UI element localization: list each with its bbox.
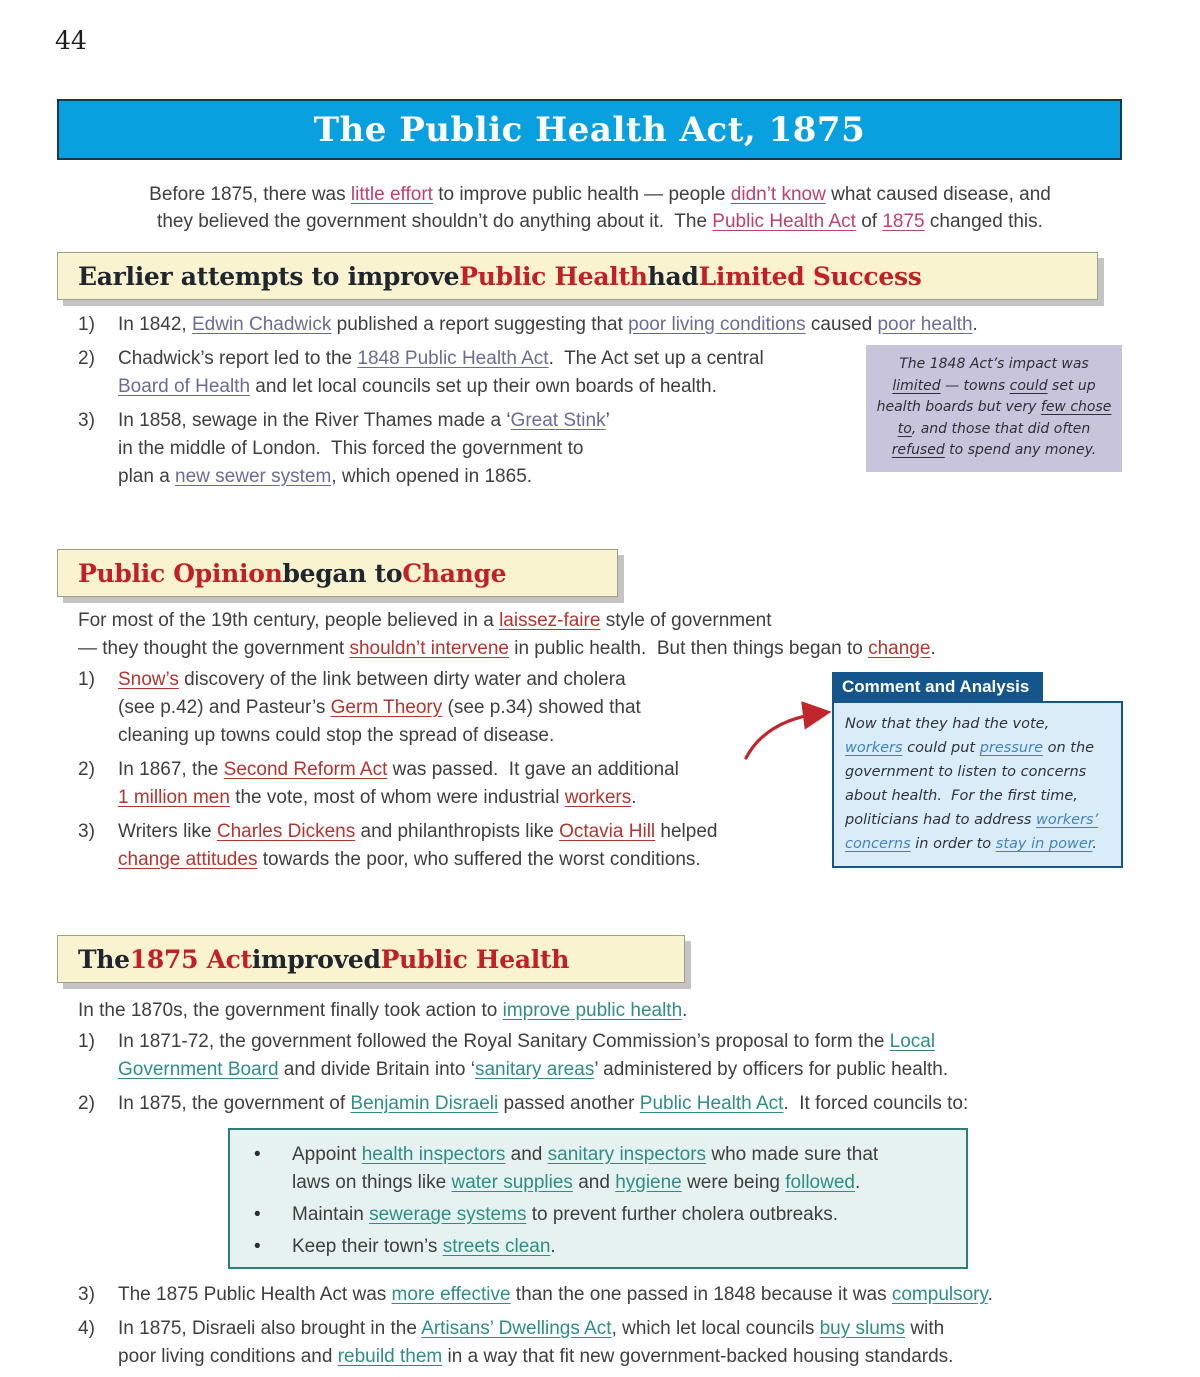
act-intro-paragraph: [78, 997, 1078, 1025]
text-segment: 1875 Act: [129, 944, 252, 974]
text-segment: .: [550, 1236, 556, 1257]
link-text: hygiene: [615, 1172, 682, 1193]
list-item: [78, 1315, 1138, 1371]
text-segment: was passed. It gave an additional: [387, 759, 679, 780]
text-segment: improved: [251, 944, 381, 974]
text-segment: Limited Success: [698, 261, 922, 291]
text-segment: government to listen to concerns: [845, 764, 1087, 780]
bullet-item: [254, 1141, 952, 1197]
bullet-text: [292, 1233, 952, 1261]
text-segment: Earlier attempts to improve: [78, 261, 460, 291]
link-text: poor health: [877, 314, 973, 335]
item-number: 3): [78, 410, 95, 431]
text-segment: In 1875, Disraeli also brought in the: [118, 1318, 422, 1339]
text-segment: the vote, most of whom were industrial: [229, 787, 565, 808]
link-text: followed: [785, 1172, 855, 1193]
link-text: Second Reform Act: [223, 759, 388, 780]
text-segment: set up: [1047, 377, 1096, 394]
text-segment: to spend any money.: [944, 442, 1097, 458]
text-segment: — towns: [940, 377, 1010, 394]
link-text: poor living conditions: [628, 314, 806, 335]
link-text: Artisans’ Dwellings Act: [421, 1318, 612, 1339]
text-segment: , which opened in 1865.: [331, 466, 533, 487]
item-text: [118, 818, 838, 874]
text-segment: to prevent further cholera outbreaks.: [526, 1204, 839, 1225]
text-segment: cleaning up towns could stop the spread of disease.: [118, 725, 555, 746]
link-text: Board of Health: [118, 376, 251, 397]
text-segment: . The Act set up a central: [548, 348, 764, 369]
text-segment: Public Health: [380, 944, 570, 974]
text-segment: of: [855, 211, 883, 232]
text-segment: poor living conditions and: [118, 1346, 338, 1367]
text-segment: Public Opinion: [78, 558, 283, 588]
text-segment: in order to: [910, 836, 996, 852]
text-segment: what caused disease, and: [825, 184, 1051, 205]
link-text: workers: [845, 740, 903, 756]
link-text: 1848 Public Health Act: [357, 348, 549, 369]
numbered-list-1875-act-top: [78, 1028, 1124, 1124]
text-segment: were being: [681, 1172, 786, 1193]
text-segment: began to: [282, 558, 403, 588]
text-segment: .: [631, 787, 637, 808]
link-text: laissez-faire: [499, 610, 601, 631]
text-segment: Change: [402, 558, 507, 588]
link-text: 1 million men: [118, 787, 230, 808]
section-heading-earlier-attempts: [57, 252, 1098, 300]
intro-paragraph: [60, 181, 1140, 235]
list-item: [78, 1281, 1138, 1309]
item-number: 1): [78, 314, 95, 335]
link-text: sanitary inspectors: [547, 1144, 707, 1165]
text-segment: few chose: [1040, 399, 1112, 415]
text-segment: .: [987, 1284, 993, 1305]
text-segment: Writers like: [118, 821, 217, 842]
item-text: [118, 311, 1124, 339]
link-text: didn’t know: [730, 184, 826, 205]
link-text: Octavia Hill: [559, 821, 656, 842]
text-segment: In the 1870s, the government finally took action to: [78, 1000, 503, 1021]
text-segment: The: [78, 944, 130, 974]
text-segment: style of government: [600, 610, 772, 631]
bullet-text: [292, 1201, 952, 1229]
council-duties-box: [228, 1128, 968, 1269]
text-segment: could: [1009, 377, 1048, 394]
text-segment: helped: [655, 821, 718, 842]
margin-note-1848-act: [866, 345, 1122, 472]
item-number: 4): [78, 1318, 95, 1339]
text-segment: In 1875, the government of: [118, 1093, 351, 1114]
item-number: 2): [78, 348, 95, 369]
comment-box-body: [832, 701, 1123, 868]
link-text: Benjamin Disraeli: [350, 1093, 499, 1114]
item-number: 1): [78, 1031, 95, 1052]
text-segment: The 1875 Public Health Act was: [118, 1284, 392, 1305]
text-segment: (see p.42) and Pasteur’s: [118, 697, 331, 718]
text-segment: towards the poor, who suffered the worst conditions.: [257, 849, 701, 870]
text-segment: about health. For the first time,: [845, 788, 1078, 804]
link-text: sewerage systems: [369, 1204, 527, 1225]
link-text: Great Stink: [510, 410, 606, 431]
text-segment: In 1858, sewage in the River Thames made a ‘: [118, 410, 511, 431]
text-segment: to: [897, 420, 912, 437]
text-segment: and let local councils set up their own boards of health.: [250, 376, 717, 397]
text-segment: Keep their town’s: [292, 1236, 443, 1257]
link-text: sanitary areas: [474, 1059, 595, 1080]
text-segment: and: [572, 1172, 616, 1193]
text-segment: in a way that fit new government-backed housing standards.: [442, 1346, 954, 1367]
text-segment: and divide Britain into ‘: [278, 1059, 475, 1080]
text-segment: In 1871-72, the government followed the Royal Sanitary Commission’s proposal to form the: [118, 1031, 890, 1052]
link-text: compulsory: [891, 1284, 988, 1305]
text-segment: they believed the government shouldn’t do anything about it. The: [157, 211, 713, 232]
link-text: stay in power: [995, 836, 1093, 852]
list-item: [78, 756, 838, 812]
link-text: workers: [564, 787, 632, 808]
text-segment: in public health. But then things began to: [508, 638, 869, 659]
item-text: [118, 1090, 1124, 1118]
text-segment: changed this.: [924, 211, 1043, 232]
page-title: The Public Health Act, 1875: [313, 109, 866, 150]
text-segment: discovery of the link between dirty water and cholera: [178, 669, 626, 690]
item-number: 3): [78, 1284, 95, 1305]
text-segment: ’ administered by officers for public health.: [594, 1059, 949, 1080]
item-text: [118, 1281, 1138, 1309]
text-segment: . It forced councils to:: [783, 1093, 969, 1114]
link-text: Snow’s: [118, 669, 179, 690]
link-text: little effort: [350, 184, 433, 205]
text-segment: .: [854, 1172, 861, 1193]
text-segment: ’: [605, 410, 610, 431]
text-segment: Before 1875, there was: [149, 184, 351, 205]
link-text: change: [868, 638, 931, 659]
section-heading-1875-act: [57, 935, 685, 983]
text-segment: and philanthropists like: [355, 821, 560, 842]
text-segment: passed another: [498, 1093, 640, 1114]
link-text: Charles Dickens: [216, 821, 356, 842]
text-segment: laws on things like: [292, 1172, 452, 1193]
list-item: [78, 666, 838, 750]
link-text: pressure: [979, 740, 1043, 756]
text-segment: In 1842,: [118, 314, 192, 335]
curved-arrow-icon: [728, 696, 836, 768]
text-segment: to improve public health — people: [432, 184, 731, 205]
text-segment: Public Health: [459, 261, 648, 291]
text-segment: (see p.34) showed that: [442, 697, 641, 718]
text-segment: refused: [891, 442, 945, 458]
item-number: 2): [78, 1093, 95, 1114]
link-text: 1875: [882, 211, 925, 232]
text-segment: limited: [892, 377, 941, 394]
title-banner: [57, 99, 1122, 160]
public-opinion-paragraph: [78, 607, 1078, 663]
link-text: Government Board: [118, 1059, 279, 1080]
comment-box-title: Comment and Analysis: [842, 677, 1030, 696]
link-text: Public Health Act: [712, 211, 856, 232]
link-text: rebuild them: [337, 1346, 443, 1367]
text-segment: .: [1092, 836, 1098, 852]
section-heading-public-opinion: [57, 549, 618, 597]
comment-box-header: [832, 672, 1043, 702]
text-segment: , which let local councils: [611, 1318, 820, 1339]
item-text: [118, 1028, 1124, 1084]
text-segment: .: [930, 638, 936, 659]
text-segment: caused: [805, 314, 878, 335]
list-item: [78, 1028, 1124, 1084]
link-text: Germ Theory: [330, 697, 443, 718]
text-segment: could put: [902, 740, 980, 756]
text-segment: who made sure that: [706, 1144, 879, 1165]
text-segment: Chadwick’s report led to the: [118, 348, 358, 369]
link-text: new sewer system: [175, 466, 332, 487]
bullet-item: [254, 1233, 952, 1261]
text-segment: than the one passed in 1848 because it was: [510, 1284, 892, 1305]
text-segment: , and those that did often: [911, 420, 1091, 437]
link-text: concerns: [845, 836, 911, 852]
text-segment: health boards but very: [876, 399, 1041, 415]
text-segment: The 1848 Act’s impact was: [899, 356, 1089, 372]
item-text: [118, 1315, 1138, 1371]
text-segment: with: [905, 1318, 945, 1339]
text-segment: Now that they had the vote,: [845, 716, 1050, 732]
item-number: 2): [78, 759, 95, 780]
text-segment: For most of the 19th century, people believed in a: [78, 610, 500, 631]
item-number: 1): [78, 669, 95, 690]
link-text: Local: [889, 1031, 936, 1052]
text-segment: .: [972, 314, 978, 335]
bullet-text: [292, 1141, 952, 1197]
bullet-icon: •: [254, 1144, 261, 1165]
link-text: buy slums: [819, 1318, 906, 1339]
text-segment: published a report suggesting that: [331, 314, 629, 335]
text-segment: politicians had to address: [845, 812, 1037, 828]
text-segment: Maintain: [292, 1204, 370, 1225]
list-item: [78, 818, 838, 874]
bullet-icon: •: [254, 1204, 261, 1225]
list-item: [78, 1090, 1124, 1118]
text-segment: plan a: [118, 466, 176, 487]
link-text: health inspectors: [361, 1144, 506, 1165]
text-segment: — they thought the government: [78, 638, 350, 659]
link-text: workers’: [1036, 812, 1099, 828]
text-segment: in the middle of London. This forced the government to: [118, 438, 584, 459]
link-text: Edwin Chadwick: [191, 314, 332, 335]
text-segment: had: [647, 261, 699, 291]
text-segment: Appoint: [292, 1144, 362, 1165]
text-segment: and: [505, 1144, 548, 1165]
link-text: shouldn’t intervene: [349, 638, 509, 659]
bullet-icon: •: [254, 1236, 261, 1257]
link-text: change attitudes: [118, 849, 258, 870]
numbered-list-public-opinion: [78, 666, 838, 880]
link-text: water supplies: [451, 1172, 573, 1193]
numbered-list-1875-act-bottom: [78, 1281, 1138, 1377]
list-item: [78, 311, 1124, 339]
page-number: 44: [55, 26, 87, 55]
link-text: improve public health: [502, 1000, 683, 1021]
link-text: streets clean: [442, 1236, 551, 1257]
bullet-item: [254, 1201, 952, 1229]
text-segment: .: [682, 1000, 688, 1021]
item-number: 3): [78, 821, 95, 842]
text-segment: In 1867, the: [118, 759, 224, 780]
link-text: Public Health Act: [639, 1093, 784, 1114]
text-segment: on the: [1043, 740, 1095, 756]
link-text: more effective: [391, 1284, 511, 1305]
